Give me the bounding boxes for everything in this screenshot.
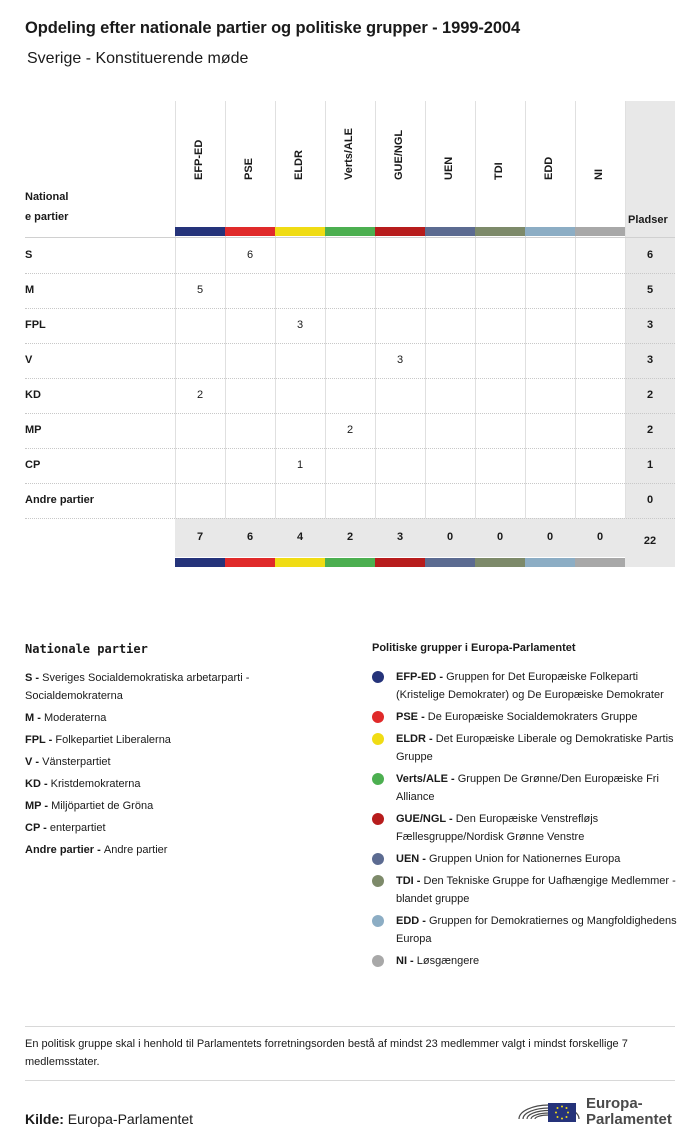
national-legend-abbr: KD - <box>25 778 51 790</box>
national-legend-name: Vänsterpartiet <box>42 756 111 768</box>
national-legend-item <box>25 669 345 705</box>
row-divider <box>25 518 675 519</box>
group-legend-name: Gruppen De Grønne/Den Europæiske Fri Alliance <box>396 773 659 803</box>
group-header <box>175 101 225 228</box>
political-groups-legend <box>372 642 677 974</box>
row-total: 2 <box>646 424 654 436</box>
group-legend-name: Gruppen for Det Europæiske Folkeparti (Kristelige Demokrater) og De Europæiske Demokrater <box>396 671 664 701</box>
group-header <box>475 101 525 228</box>
group-header <box>225 101 275 228</box>
seat-cell: 2 <box>346 424 354 436</box>
group-legend-abbr: NI - <box>396 955 417 967</box>
national-legend-item <box>25 819 345 837</box>
group-legend-name: Den Europæiske Venstrefløjs Fællesgruppe/Nordisk Grønne Venstre <box>396 813 599 843</box>
group-color-dot-icon <box>372 773 384 785</box>
national-legend-item <box>25 841 345 859</box>
row-total: 5 <box>646 284 654 296</box>
table-row <box>25 273 675 308</box>
national-legend-abbr: V - <box>25 756 43 768</box>
row-party-label: M <box>25 284 35 296</box>
group-color-dot-icon <box>372 955 384 967</box>
group-legend-item <box>372 668 677 704</box>
column-total: 3 <box>396 531 404 543</box>
column-total: 0 <box>446 531 454 543</box>
column-total: 0 <box>596 531 604 543</box>
seat-cell: 1 <box>296 459 304 471</box>
row-party-label: S <box>25 249 33 261</box>
table-row <box>25 413 675 448</box>
national-legend-item <box>25 775 345 793</box>
group-legend-abbr: UEN - <box>396 853 429 865</box>
national-legend-name: enterpartiet <box>49 822 106 834</box>
row-header-label <box>25 187 68 227</box>
row-party-label: MP <box>25 424 42 436</box>
table-row <box>25 483 675 518</box>
group-legend-abbr: EDD - <box>396 915 429 927</box>
group-header <box>425 101 475 228</box>
group-legend-name: Gruppen for Demokratiernes og Mangfoldighedens Europa <box>396 915 677 945</box>
column-total: 6 <box>246 531 254 543</box>
footnote-divider-bottom <box>25 1080 675 1081</box>
national-legend-abbr: S - <box>25 672 43 684</box>
national-legend-name: Kristdemokraterna <box>50 778 141 790</box>
group-legend-item <box>372 872 677 908</box>
table-row <box>25 308 675 343</box>
seat-cell: 5 <box>196 284 204 296</box>
group-color-dot-icon <box>372 813 384 825</box>
group-color-dot-icon <box>372 853 384 865</box>
group-legend-item <box>372 708 677 726</box>
logo-line-1: Europa- <box>586 1095 643 1112</box>
group-header <box>325 101 375 228</box>
national-legend-title: Nationale partier <box>25 642 148 656</box>
row-party-label: KD <box>25 389 41 401</box>
column-total: 2 <box>346 531 354 543</box>
group-color-swatch <box>475 227 525 236</box>
group-header-label: EFP-ED <box>193 139 205 180</box>
group-header-label: TDI <box>493 162 505 180</box>
group-legend-item <box>372 952 677 970</box>
seat-table <box>25 101 675 569</box>
group-color-swatch <box>525 227 575 236</box>
group-legend-name: Det Europæiske Liberale og Demokratiske Partis Gruppe <box>396 733 674 763</box>
source-value: Europa-Parlamentet <box>67 1111 194 1127</box>
total-header-label: Pladser <box>628 214 668 226</box>
group-color-swatch <box>475 558 525 567</box>
group-legend-item <box>372 912 677 948</box>
table-row <box>25 448 675 483</box>
groups-legend-title: Politiske grupper i Europa-Parlamentet <box>372 642 576 654</box>
column-total: 0 <box>496 531 504 543</box>
national-legend-item <box>25 731 345 749</box>
group-color-swatch <box>525 558 575 567</box>
group-color-dot-icon <box>372 915 384 927</box>
group-color-swatch <box>375 558 425 567</box>
column-total: 4 <box>296 531 304 543</box>
national-legend-item <box>25 753 345 771</box>
national-legend-name: Miljöpartiet de Gröna <box>51 800 154 812</box>
footnote-divider-top <box>25 1026 675 1027</box>
group-header-label: NI <box>593 169 605 180</box>
group-color-swatch <box>175 227 225 236</box>
row-total: 0 <box>646 494 654 506</box>
group-color-dot-icon <box>372 671 384 683</box>
logo-wordmark <box>586 1096 672 1128</box>
seat-cell: 2 <box>196 389 204 401</box>
group-header-label: EDD <box>543 156 555 180</box>
group-color-swatch <box>275 227 325 236</box>
group-header-label: UEN <box>443 156 455 180</box>
group-legend-item <box>372 770 677 806</box>
group-legend-name: Løsgængere <box>416 955 480 967</box>
group-legend-item <box>372 730 677 766</box>
group-color-dot-icon <box>372 733 384 745</box>
group-legend-item <box>372 850 677 868</box>
seat-cell: 3 <box>296 319 304 331</box>
footnote: En politisk gruppe skal i henhold til Parlamentets forretningsorden bestå af mindst 23 medlemmer valgt i mindst forskellige 7 medlemsstater. <box>25 1038 628 1068</box>
national-legend-item <box>25 709 345 727</box>
group-color-swatch <box>575 558 625 567</box>
row-total: 3 <box>646 354 654 366</box>
national-legend-abbr: FPL - <box>25 734 56 746</box>
group-header <box>275 101 325 228</box>
table-row <box>25 343 675 378</box>
national-legend-name: Moderaterna <box>43 712 107 724</box>
national-legend-abbr: MP - <box>25 800 52 812</box>
group-header-label: PSE <box>243 157 255 180</box>
group-color-swatch <box>225 558 275 567</box>
national-legend-name: Sveriges Socialdemokratiska arbetarparti - Socialdemokraterna <box>25 672 250 702</box>
group-header <box>575 101 625 228</box>
group-legend-abbr: TDI - <box>396 875 424 887</box>
row-header-line-2: e partier <box>25 211 69 223</box>
national-legend-abbr: CP - <box>25 822 50 834</box>
group-legend-item <box>372 810 677 846</box>
group-legend-name: De Europæiske Socialdemokraters Gruppe <box>427 711 638 723</box>
source-label: Kilde: <box>25 1111 64 1127</box>
grand-total: 22 <box>643 535 657 547</box>
group-color-swatch <box>225 227 275 236</box>
group-legend-abbr: ELDR - <box>396 733 436 745</box>
group-legend-abbr: PSE - <box>396 711 428 723</box>
row-party-label: V <box>25 354 33 366</box>
group-legend-abbr: GUE/NGL - <box>396 813 456 825</box>
group-color-swatch <box>425 227 475 236</box>
column-total: 7 <box>196 531 204 543</box>
source-line <box>25 1111 193 1127</box>
group-color-swatch <box>275 558 325 567</box>
group-legend-abbr: Verts/ALE - <box>396 773 458 785</box>
group-legend-name: Den Tekniske Gruppe for Uafhængige Medlemmer - blandet gruppe <box>396 875 676 905</box>
group-header-label: Verts/ALE <box>343 128 355 180</box>
group-color-dot-icon <box>372 711 384 723</box>
group-color-swatch <box>575 227 625 236</box>
national-legend-abbr: M - <box>25 712 44 724</box>
national-legend-item <box>25 797 345 815</box>
row-header-line-1: National <box>25 191 69 203</box>
group-legend-abbr: EFP-ED - <box>396 671 447 683</box>
row-party-label: FPL <box>25 319 46 331</box>
national-parties-legend <box>25 642 345 863</box>
seat-cell: 6 <box>246 249 254 261</box>
group-header <box>375 101 425 228</box>
national-legend-name: Folkepartiet Liberalerna <box>55 734 171 746</box>
national-legend-name: Andre partier <box>103 844 168 856</box>
row-party-label: Andre partier <box>25 494 95 506</box>
group-header-label: GUE/NGL <box>393 129 405 180</box>
group-header <box>525 101 575 228</box>
row-total: 3 <box>646 319 654 331</box>
group-color-swatch <box>325 227 375 236</box>
group-color-swatch <box>175 558 225 567</box>
national-legend-abbr: Andre partier - <box>25 844 104 856</box>
table-row <box>25 378 675 413</box>
group-legend-name: Gruppen Union for Nationernes Europa <box>429 853 621 865</box>
group-color-swatch <box>375 227 425 236</box>
logo-line-2: Parlamentet <box>586 1111 672 1128</box>
table-row <box>25 238 675 273</box>
group-color-dot-icon <box>372 875 384 887</box>
column-total: 0 <box>546 531 554 543</box>
seat-cell: 3 <box>396 354 404 366</box>
page-title: Opdeling efter nationale partier og politiske grupper - 1999-2004 <box>25 19 521 37</box>
row-total: 2 <box>646 389 654 401</box>
row-total: 1 <box>646 459 654 471</box>
row-party-label: CP <box>25 459 41 471</box>
group-color-swatch <box>425 558 475 567</box>
group-color-swatch <box>325 558 375 567</box>
row-total: 6 <box>646 249 654 261</box>
page-subtitle: Sverige - Konstituerende møde <box>27 50 249 67</box>
group-header-label: ELDR <box>293 150 305 180</box>
